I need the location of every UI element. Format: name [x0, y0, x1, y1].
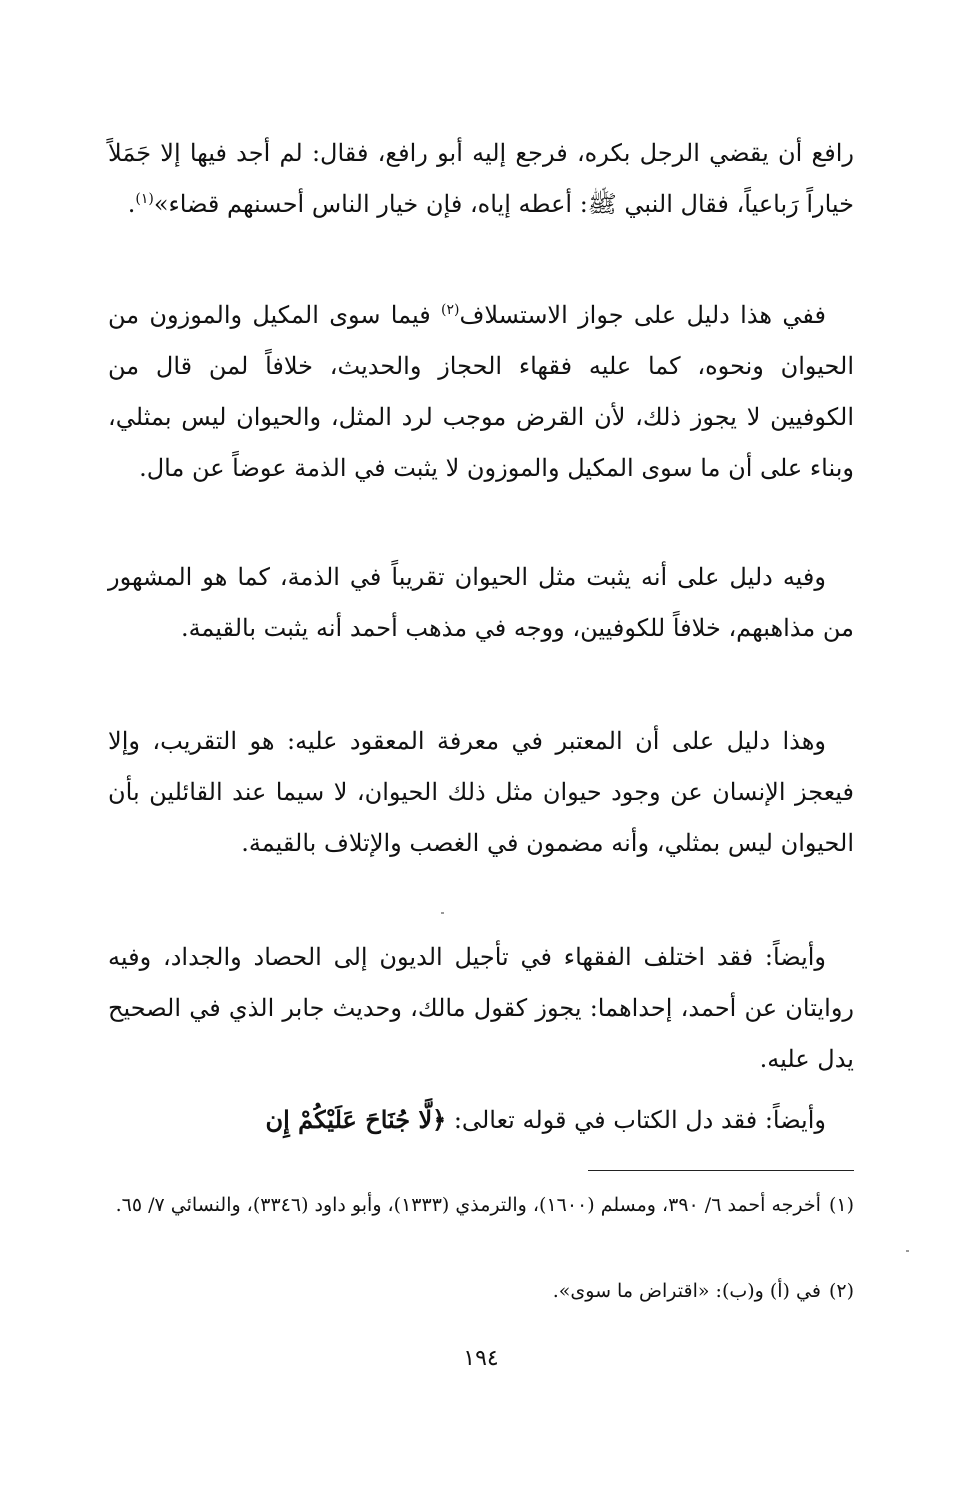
paragraph-3 [108, 552, 854, 654]
paragraph-4-text: وهذا دليل على أن المعتبر في معرفة المعقود عليه: هو التقريب، وإلا فيعجز الإنسان عن وجود حيوان مثل ذلك الحيوان، لا سيما عند القائلين بأن الحيوان ليس بمثلي، وأنه مضمون في الغصب والإتلاف بالقيمة. [108, 727, 854, 857]
paragraph-6 [108, 1094, 854, 1146]
paragraph-2 [108, 290, 854, 494]
paragraph-2-text-after-ref: فيما سوى المكيل والموزون من الحيوان ونحوه، كما عليه فقهاء الحجاز والحديث، خلافاً لمن قال من الكوفيين لا يجوز ذلك، لأن القرض موجب لرد المثل، والحيوان ليس بمثلي، وبناء على أن ما سوى المكيل والموزون لا يثبت في الذمة عوضاً عن مال. [108, 301, 855, 482]
scan-speck [906, 1250, 909, 1252]
paragraph-1 [108, 128, 854, 230]
footnote-2-text: في (أ) و(ب): «اقتراض ما سوى». [552, 1280, 821, 1302]
footnote-separator [588, 1170, 854, 1171]
paragraph-3-text: وفيه دليل على أنه يثبت مثل الحيوان تقريباً في الذمة، كما هو المشهور من مذاهبهم، خلافاً للكوفيين، ووجه في مذهب أحمد أنه يثبت بالقيمة. [108, 563, 854, 642]
scan-speck [441, 912, 444, 914]
paragraph-1-tail: . [127, 190, 136, 218]
quran-verse: ﴿لَّا جُنَاحَ عَلَيْكُمْ إِن [265, 1105, 447, 1134]
footnote-1 [108, 1188, 854, 1222]
paragraph-1-text: رافع أن يقضي الرجل بكره، فرجع إليه أبو رافع، فقال: لم أجد فيها إلا جَمَلاً خياراً رَباعياً، فقال النبي ﷺ: أعطه إياه، فإن خيار الناس أحسنهم قضاء» [108, 139, 854, 218]
footnote-1-text: أخرجه أحمد ٦/ ٣٩٠، ومسلم (١٦٠٠)، والترمذي (١٣٣٣)، وأبو داود (٣٣٤٦)، والنسائي ٧/ ٦٥. [115, 1194, 821, 1216]
footnote-2 [108, 1274, 854, 1308]
paragraph-5 [108, 932, 854, 1085]
footnote-1-number: (١) [828, 1194, 854, 1216]
paragraph-6-text: وأيضاً: فقد دل الكتاب في قوله تعالى: [446, 1106, 826, 1134]
page-number: ١٩٤ [463, 1346, 499, 1371]
paragraph-4 [108, 716, 854, 869]
footnote-2-number: (٢) [828, 1280, 854, 1302]
footnote-ref-2[interactable]: (٢) [441, 302, 460, 318]
paragraph-2-text-before-ref: ففي هذا دليل على جواز الاستسلاف [459, 301, 826, 329]
footnote-ref-1[interactable]: (١) [135, 191, 154, 207]
paragraph-5-text: وأيضاً: فقد اختلف الفقهاء في تأجيل الديون إلى الحصاد والجداد، وفيه روايتان عن أحمد، إحداهما: يجوز كقول مالك، وحديث جابر الذي في الصحيح يدل عليه. [108, 943, 854, 1073]
